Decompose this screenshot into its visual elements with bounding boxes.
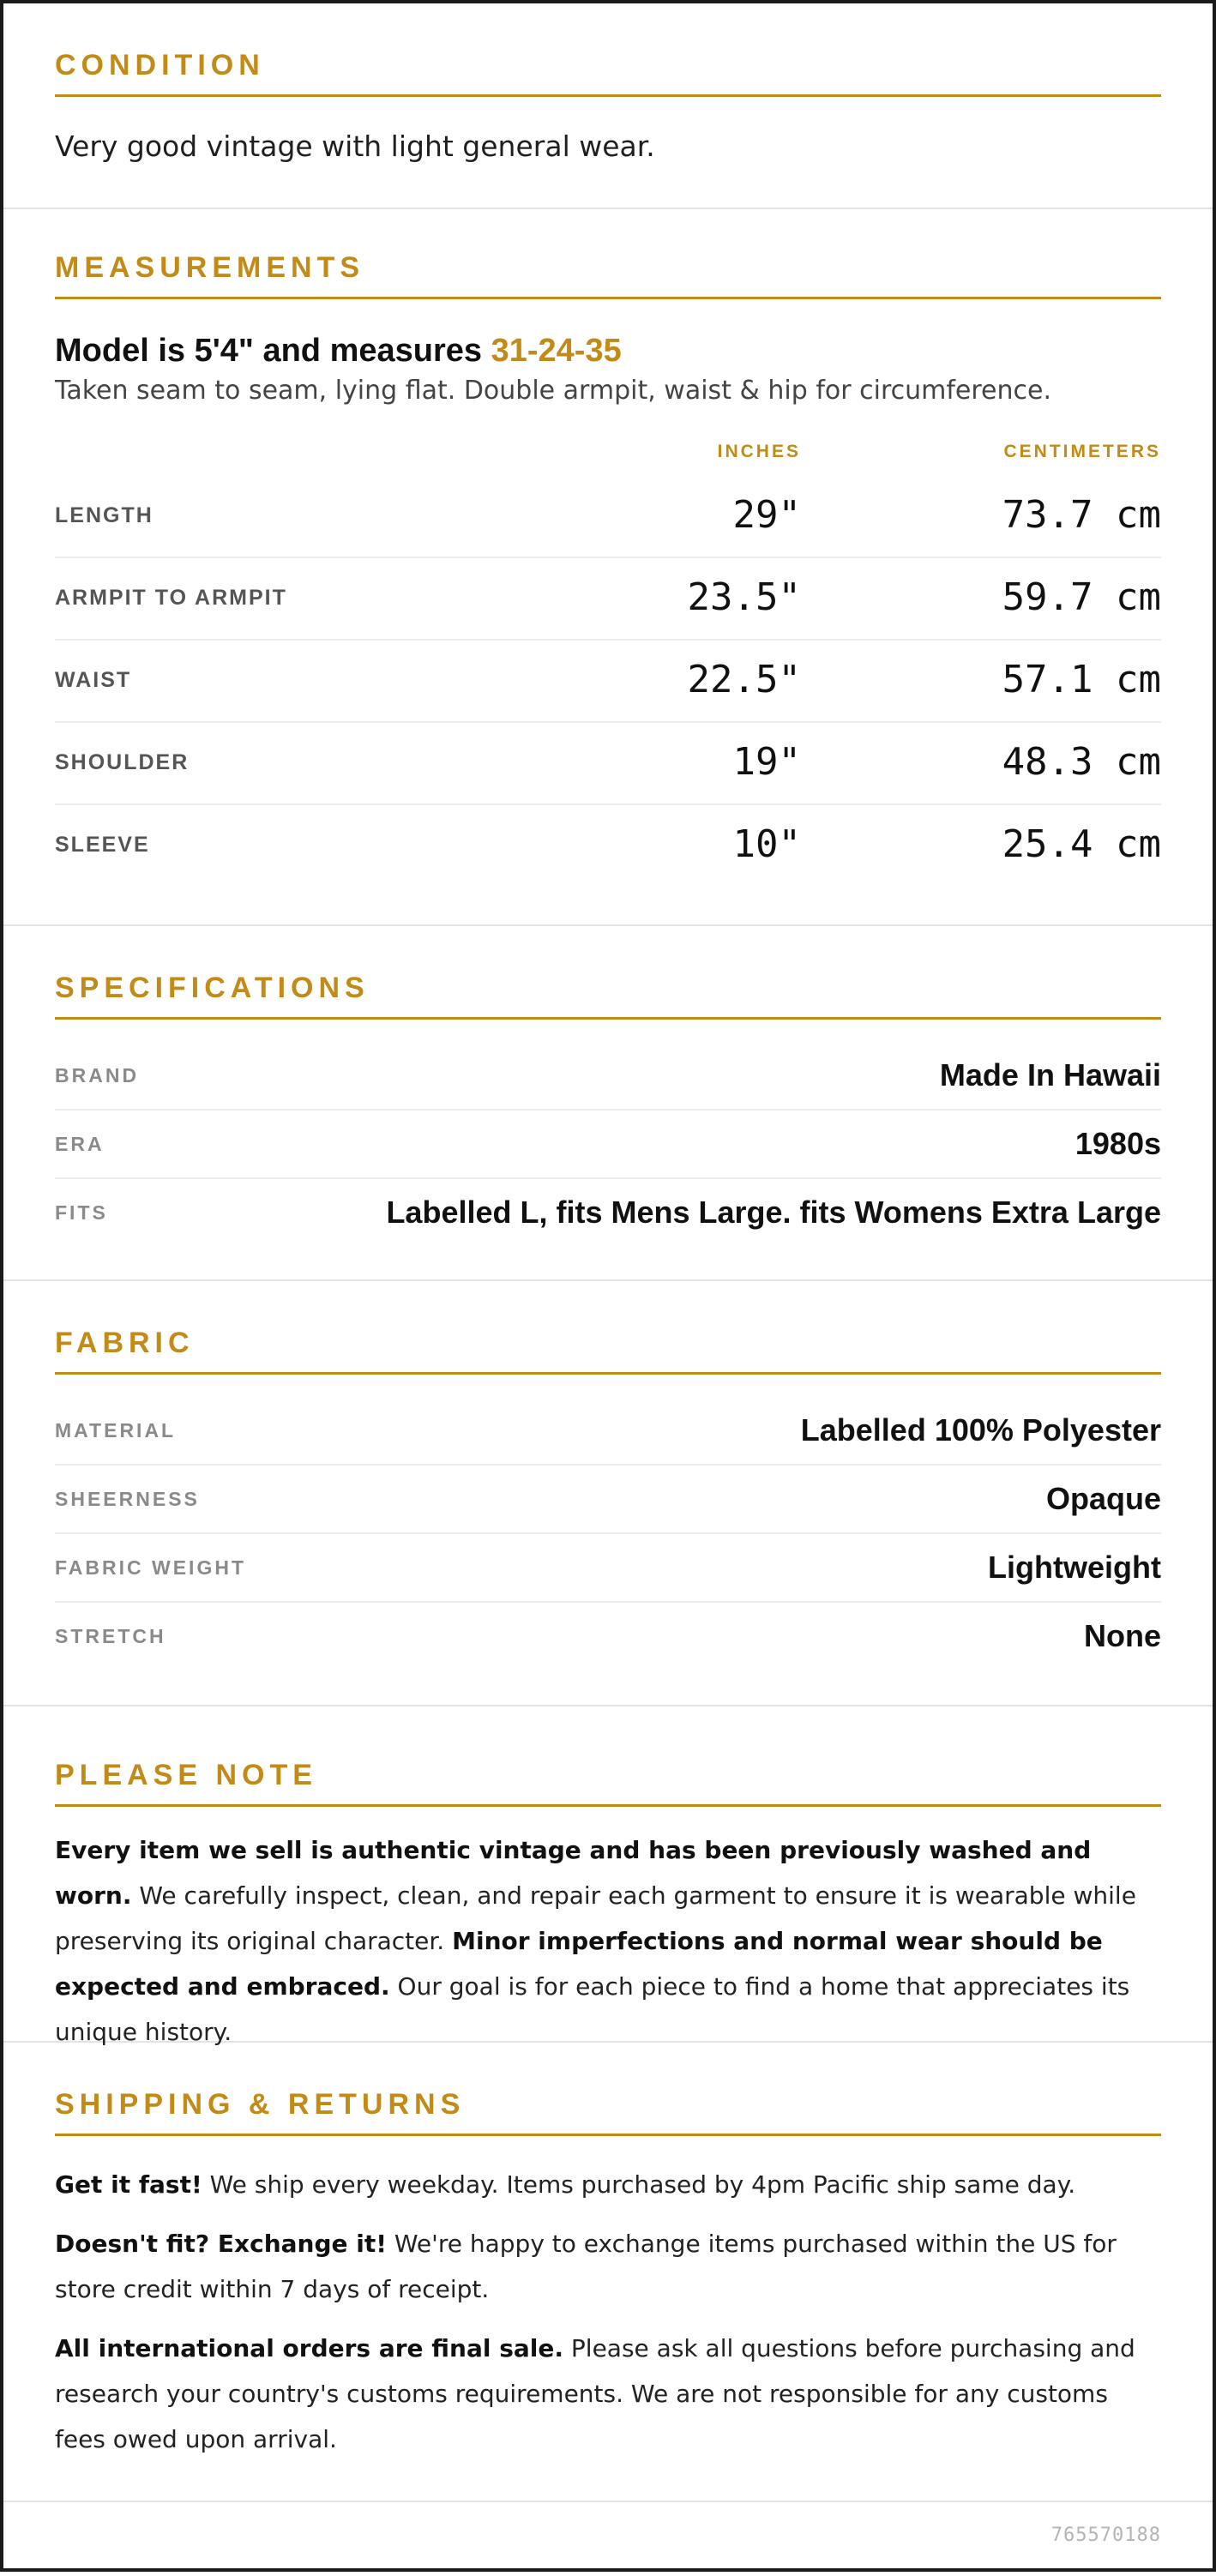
shipping-bold-1: Get it fast! (55, 2170, 202, 2199)
measurements-section (3, 209, 1213, 926)
shipping-paragraph-1 (55, 2162, 1161, 2207)
measurement-inches: 23.5" (687, 575, 801, 619)
note-bold-1: Every item we sell is authentic vintage and has been previously washed and worn. (55, 1836, 1092, 1910)
measurement-row-sleeve (55, 805, 1161, 886)
centimeters-column-header: CENTIMETERS (1003, 442, 1161, 461)
please-note-text (55, 1827, 1161, 2055)
model-prefix: Model is 5'4" and measures (55, 333, 491, 369)
measurement-row-shoulder (55, 723, 1161, 805)
shipping-returns-section (3, 2043, 1213, 2502)
footer (3, 2502, 1213, 2576)
measurement-cm: 25.4 cm (1002, 822, 1161, 866)
note-text-2: Our goal is for each piece to find a home that appreciates its unique history. (55, 1972, 1130, 2046)
condition-title: CONDITION (55, 48, 1161, 97)
fabric-value: Lightweight (988, 1550, 1161, 1585)
measurement-cm: 73.7 cm (1002, 493, 1161, 537)
please-note-title: PLEASE NOTE (55, 1758, 1161, 1807)
specifications-title: SPECIFICATIONS (55, 971, 1161, 1020)
fabric-value: Opaque (1045, 1481, 1161, 1516)
note-bold-2: Minor imperfections and normal wear should be expected and embraced. (55, 1927, 1103, 2001)
measurement-row-length (55, 476, 1161, 558)
measurement-cm: 48.3 cm (1002, 740, 1161, 784)
shipping-title: SHIPPING & RETURNS (55, 2087, 1161, 2136)
measurement-cm: 57.1 cm (1002, 658, 1161, 701)
spec-row-era (55, 1110, 1161, 1179)
note-text-1: We carefully inspect, clean, and repair each garment to ensure it is wearable while preserving its original character. (55, 1881, 1136, 1955)
spec-label: FITS (55, 1201, 108, 1224)
fabric-label: MATERIAL (55, 1419, 177, 1441)
condition-text: Very good vintage with light general wear. (55, 129, 655, 163)
fabric-row-sheerness (55, 1466, 1161, 1534)
measurement-table (55, 476, 1161, 886)
spec-value: 1980s (1075, 1126, 1161, 1161)
fabric-row-material (55, 1397, 1161, 1466)
spec-label: ERA (55, 1133, 105, 1155)
measurement-note: Taken seam to seam, lying flat. Double armpit, waist & hip for circumference. (55, 376, 1052, 406)
shipping-paragraph-2 (55, 2221, 1161, 2312)
spec-value: Made In Hawaii (939, 1057, 1161, 1092)
shipping-paragraph-3 (55, 2326, 1161, 2462)
measurement-label: WAIST (55, 668, 132, 692)
fabric-section (3, 1281, 1213, 1706)
measurement-row-waist (55, 641, 1161, 723)
specifications-section (3, 926, 1213, 1281)
shipping-bold-2: Doesn't fit? Exchange it! (55, 2230, 387, 2258)
measurement-inches: 22.5" (687, 658, 801, 701)
spec-row-brand (55, 1042, 1161, 1110)
specifications-list (55, 1042, 1161, 1246)
spec-label: BRAND (55, 1064, 140, 1086)
spec-row-fits (55, 1179, 1161, 1246)
measurement-inches: 29" (732, 493, 801, 537)
shipping-bold-3: All international orders are final sale. (55, 2334, 564, 2362)
condition-section (3, 3, 1213, 209)
measurement-label: SLEEVE (55, 833, 150, 857)
measurement-label: ARMPIT TO ARMPIT (55, 586, 287, 610)
fabric-label: STRETCH (55, 1625, 166, 1647)
fabric-value: Labelled 100% Polyester (800, 1412, 1161, 1447)
fabric-list (55, 1397, 1161, 1670)
fabric-label: FABRIC WEIGHT (55, 1556, 246, 1579)
measurement-table-header (55, 442, 1161, 476)
fabric-row-weight (55, 1534, 1161, 1603)
measurement-row-armpit (55, 558, 1161, 641)
fabric-value: None (1084, 1618, 1161, 1653)
inches-column-header: INCHES (717, 442, 801, 461)
measurement-inches: 19" (732, 740, 801, 784)
measurements-title: MEASUREMENTS (55, 250, 1161, 299)
fabric-title: FABRIC (55, 1326, 1161, 1375)
fabric-row-stretch (55, 1603, 1161, 1670)
please-note-section (3, 1706, 1213, 2046)
measurement-inches: 10" (732, 822, 801, 866)
measurement-cm: 59.7 cm (1002, 575, 1161, 619)
product-sku: 765570188 (1050, 2525, 1161, 2546)
measurement-label: LENGTH (55, 503, 154, 527)
spec-value: Labelled L, fits Mens Large. fits Womens Extra Large (386, 1195, 1161, 1230)
model-info (55, 332, 1161, 370)
shipping-text-3: Please ask all questions before purchasing and research your country's customs requirements. We are not responsible for any customs fees owed upon arrival. (55, 2334, 1135, 2453)
shipping-text-1: We ship every weekday. Items purchased by 4pm Pacific ship same day. (202, 2170, 1076, 2199)
measurement-label: SHOULDER (55, 750, 190, 774)
shipping-text-2: We're happy to exchange items purchased within the US for store credit within 7 days of receipt. (55, 2230, 1117, 2303)
fabric-label: SHEERNESS (55, 1488, 200, 1510)
model-stats: 31-24-35 (491, 333, 622, 369)
